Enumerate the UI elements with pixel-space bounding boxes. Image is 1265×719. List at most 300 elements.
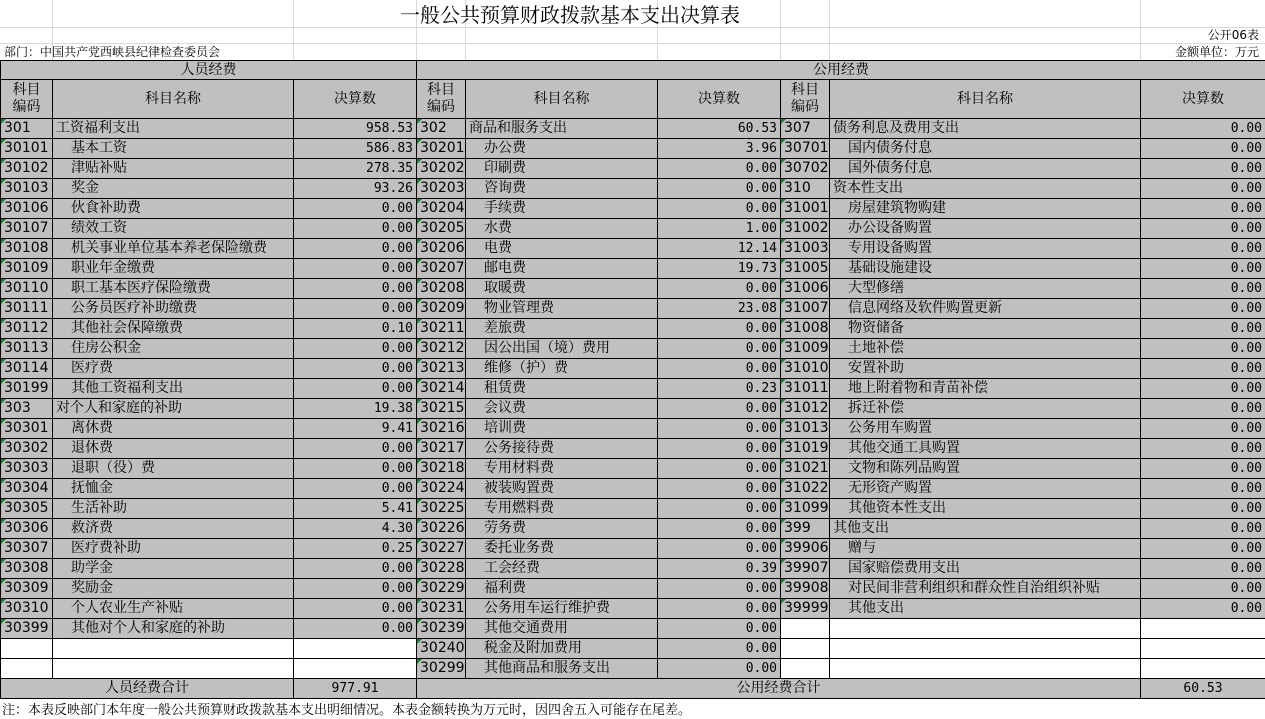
other-code-cell[interactable]: 31008	[781, 319, 830, 339]
public-name-cell[interactable]: 物业管理费	[466, 299, 658, 319]
public-name-cell[interactable]: 其他交通费用	[466, 619, 658, 639]
other-amount-cell[interactable]: 0.00	[1141, 199, 1265, 219]
other-amount-cell[interactable]: 0.00	[1141, 559, 1265, 579]
personnel-code-cell[interactable]	[1, 659, 53, 679]
other-amount-cell[interactable]: 0.00	[1141, 539, 1265, 559]
personnel-code-cell[interactable]: 30110	[1, 279, 53, 299]
other-amount-cell[interactable]: 0.00	[1141, 459, 1265, 479]
personnel-total-value[interactable]: 977.91	[294, 679, 417, 699]
public-name-cell[interactable]: 咨询费	[466, 179, 658, 199]
other-code-cell[interactable]	[781, 639, 830, 659]
public-amount-cell[interactable]: 0.00	[658, 419, 781, 439]
personnel-amount-cell[interactable]: 0.00	[294, 599, 417, 619]
public-code-cell[interactable]: 30239	[417, 619, 466, 639]
table-row	[1, 379, 1265, 399]
other-name-cell[interactable]: 文物和陈列品购置	[830, 459, 1141, 479]
table-row	[1, 479, 1265, 499]
personnel-amount-cell[interactable]: 0.00	[294, 379, 417, 399]
other-name-cell[interactable]: 房屋建筑物购建	[830, 199, 1141, 219]
personnel-name-cell[interactable]: 生活补助	[53, 499, 294, 519]
personnel-code-cell[interactable]: 30303	[1, 459, 53, 479]
code-header[interactable]	[417, 80, 466, 119]
table-row	[1, 399, 1265, 419]
other-code-cell[interactable]: 31019	[781, 439, 830, 459]
personnel-amount-cell[interactable]: 0.00	[294, 619, 417, 639]
other-code-cell[interactable]: 31099	[781, 499, 830, 519]
other-name-cell[interactable]: 专用设备购置	[830, 239, 1141, 259]
other-code-cell[interactable]: 31011	[781, 379, 830, 399]
personnel-amount-cell[interactable]: 0.10	[294, 319, 417, 339]
code-header[interactable]	[781, 80, 830, 119]
personnel-group-header[interactable]: 人员经费	[1, 61, 417, 80]
public-name-cell[interactable]: 其他商品和服务支出	[466, 659, 658, 679]
personnel-code-cell[interactable]: 30399	[1, 619, 53, 639]
public-amount-cell[interactable]: 0.00	[658, 199, 781, 219]
public-name-cell[interactable]: 商品和服务支出	[466, 119, 658, 139]
public-code-cell[interactable]: 30228	[417, 559, 466, 579]
public-code-cell[interactable]: 30206	[417, 239, 466, 259]
public-code-cell[interactable]: 302	[417, 119, 466, 139]
other-name-cell[interactable]: 国家赔偿费用支出	[830, 559, 1141, 579]
other-code-cell[interactable]: 31006	[781, 279, 830, 299]
personnel-amount-cell[interactable]: 0.00	[294, 439, 417, 459]
other-amount-cell[interactable]: 0.00	[1141, 439, 1265, 459]
other-code-cell[interactable]: 39999	[781, 599, 830, 619]
other-amount-cell[interactable]	[1141, 639, 1265, 659]
personnel-amount-cell[interactable]: 0.00	[294, 199, 417, 219]
personnel-code-cell[interactable]: 30302	[1, 439, 53, 459]
public-amount-cell[interactable]: 0.00	[658, 519, 781, 539]
personnel-amount-cell[interactable]: 0.00	[294, 259, 417, 279]
public-name-cell[interactable]: 邮电费	[466, 259, 658, 279]
personnel-amount-cell[interactable]: 0.00	[294, 459, 417, 479]
public-name-cell[interactable]: 培训费	[466, 419, 658, 439]
table-row	[1, 359, 1265, 379]
table-row	[1, 419, 1265, 439]
personnel-amount-cell[interactable]: 0.00	[294, 219, 417, 239]
other-code-cell[interactable]: 31007	[781, 299, 830, 319]
personnel-code-cell[interactable]: 301	[1, 119, 53, 139]
personnel-name-cell[interactable]: 伙食补助费	[53, 199, 294, 219]
other-name-cell[interactable]: 地上附着物和青苗补偿	[830, 379, 1141, 399]
table-code: 公开06表	[1207, 28, 1259, 42]
personnel-name-cell[interactable]: 其他对个人和家庭的补助	[53, 619, 294, 639]
public-amount-cell[interactable]: 0.00	[658, 439, 781, 459]
public-name-cell[interactable]: 租赁费	[466, 379, 658, 399]
public-code-cell[interactable]: 30205	[417, 219, 466, 239]
other-amount-cell[interactable]: 0.00	[1141, 119, 1265, 139]
public-code-cell[interactable]: 30299	[417, 659, 466, 679]
other-code-cell[interactable]: 31003	[781, 239, 830, 259]
public-name-cell[interactable]: 手续费	[466, 199, 658, 219]
table-row	[1, 199, 1265, 219]
personnel-code-cell[interactable]: 30111	[1, 299, 53, 319]
public-name-cell[interactable]: 劳务费	[466, 519, 658, 539]
personnel-name-cell[interactable]: 抚恤金	[53, 479, 294, 499]
other-amount-cell[interactable]: 0.00	[1141, 159, 1265, 179]
other-code-cell[interactable]: 39908	[781, 579, 830, 599]
other-code-cell[interactable]: 31002	[781, 219, 830, 239]
personnel-name-cell[interactable]: 助学金	[53, 559, 294, 579]
public-code-cell[interactable]: 30229	[417, 579, 466, 599]
personnel-amount-cell[interactable]	[294, 639, 417, 659]
public-name-cell[interactable]: 会议费	[466, 399, 658, 419]
other-amount-cell[interactable]: 0.00	[1141, 399, 1265, 419]
public-name-cell[interactable]: 电费	[466, 239, 658, 259]
group-header-row	[1, 61, 1265, 80]
public-name-cell[interactable]: 福利费	[466, 579, 658, 599]
other-amount-cell[interactable]: 0.00	[1141, 319, 1265, 339]
other-amount-cell[interactable]: 0.00	[1141, 579, 1265, 599]
other-code-cell[interactable]: 39906	[781, 539, 830, 559]
unit-label: 金额单位：万元	[1174, 45, 1259, 59]
personnel-amount-cell[interactable]: 586.83	[294, 139, 417, 159]
personnel-amount-cell[interactable]: 9.41	[294, 419, 417, 439]
public-name-cell[interactable]: 公务接待费	[466, 439, 658, 459]
other-code-cell[interactable]: 310	[781, 179, 830, 199]
personnel-name-cell[interactable]: 其他工资福利支出	[53, 379, 294, 399]
public-name-cell[interactable]: 取暖费	[466, 279, 658, 299]
public-name-cell[interactable]: 专用材料费	[466, 459, 658, 479]
personnel-code-cell[interactable]: 30199	[1, 379, 53, 399]
other-name-cell[interactable]: 拆迁补偿	[830, 399, 1141, 419]
public-code-cell[interactable]: 30213	[417, 359, 466, 379]
public-name-cell[interactable]: 差旅费	[466, 319, 658, 339]
personnel-code-cell[interactable]: 30109	[1, 259, 53, 279]
other-name-cell[interactable]: 土地补偿	[830, 339, 1141, 359]
personnel-code-cell[interactable]: 30101	[1, 139, 53, 159]
personnel-name-cell[interactable]: 医疗费	[53, 359, 294, 379]
other-name-cell[interactable]: 对民间非营利组织和群众性自治组织补贴	[830, 579, 1141, 599]
footnote: 注：本表反映部门本年度一般公共预算财政拨款基本支出明细情况。本表金额转换为万元时，因四舍五入可能存在尾差。	[2, 703, 692, 718]
table-row	[1, 559, 1265, 579]
other-name-cell[interactable]: 国外债务付息	[830, 159, 1141, 179]
public-amount-cell[interactable]: 0.00	[658, 639, 781, 659]
other-amount-cell[interactable]: 0.00	[1141, 599, 1265, 619]
personnel-name-cell[interactable]: 救济费	[53, 519, 294, 539]
personnel-name-cell[interactable]: 医疗费补助	[53, 539, 294, 559]
personnel-code-cell[interactable]: 30108	[1, 239, 53, 259]
personnel-amount-cell[interactable]: 4.30	[294, 519, 417, 539]
personnel-code-cell[interactable]: 30305	[1, 499, 53, 519]
other-code-cell[interactable]: 30701	[781, 139, 830, 159]
name-header[interactable]: 科目名称	[466, 80, 658, 119]
table-row	[1, 279, 1265, 299]
personnel-name-cell[interactable]: 绩效工资	[53, 219, 294, 239]
public-code-cell[interactable]: 30201	[417, 139, 466, 159]
public-code-cell[interactable]: 30216	[417, 419, 466, 439]
other-code-cell[interactable]	[781, 659, 830, 679]
other-amount-cell[interactable]: 0.00	[1141, 259, 1265, 279]
other-amount-cell[interactable]: 0.00	[1141, 379, 1265, 399]
other-name-cell[interactable]	[830, 659, 1141, 679]
public-amount-cell[interactable]: 0.00	[658, 659, 781, 679]
public-amount-cell[interactable]: 3.96	[658, 139, 781, 159]
column-header-row	[1, 80, 1265, 119]
other-code-cell[interactable]: 31022	[781, 479, 830, 499]
public-amount-cell[interactable]: 0.00	[658, 319, 781, 339]
personnel-code-cell[interactable]: 30114	[1, 359, 53, 379]
expenditure-table	[0, 60, 1265, 699]
other-name-cell[interactable]: 其他支出	[830, 599, 1141, 619]
public-amount-cell[interactable]: 0.00	[658, 579, 781, 599]
amount-header[interactable]: 决算数	[294, 80, 417, 119]
other-name-cell[interactable]: 办公设备购置	[830, 219, 1141, 239]
other-name-cell[interactable]: 其他支出	[830, 519, 1141, 539]
other-amount-cell[interactable]	[1141, 659, 1265, 679]
public-amount-cell[interactable]: 19.73	[658, 259, 781, 279]
personnel-amount-cell[interactable]: 0.00	[294, 239, 417, 259]
other-name-cell[interactable]: 赠与	[830, 539, 1141, 559]
public-code-cell[interactable]: 30211	[417, 319, 466, 339]
personnel-name-cell[interactable]: 住房公积金	[53, 339, 294, 359]
other-name-cell[interactable]: 安置补助	[830, 359, 1141, 379]
personnel-name-cell[interactable]	[53, 639, 294, 659]
other-amount-cell[interactable]: 0.00	[1141, 419, 1265, 439]
personnel-total-label[interactable]: 人员经费合计	[1, 679, 294, 699]
personnel-code-cell[interactable]: 30102	[1, 159, 53, 179]
personnel-name-cell[interactable]: 离休费	[53, 419, 294, 439]
other-code-cell[interactable]: 31001	[781, 199, 830, 219]
public-name-cell[interactable]: 办公费	[466, 139, 658, 159]
personnel-code-cell[interactable]: 303	[1, 399, 53, 419]
public-amount-cell[interactable]: 60.53	[658, 119, 781, 139]
personnel-amount-cell[interactable]: 93.26	[294, 179, 417, 199]
personnel-name-cell[interactable]: 退职（役）费	[53, 459, 294, 479]
other-code-cell[interactable]: 31012	[781, 399, 830, 419]
public-amount-cell[interactable]: 0.00	[658, 499, 781, 519]
table-row	[1, 319, 1265, 339]
public-code-cell[interactable]: 30218	[417, 459, 466, 479]
other-amount-cell[interactable]: 0.00	[1141, 139, 1265, 159]
table-row	[1, 439, 1265, 459]
personnel-code-cell[interactable]: 30310	[1, 599, 53, 619]
personnel-amount-cell[interactable]: 0.00	[294, 339, 417, 359]
other-name-cell[interactable]: 其他交通工具购置	[830, 439, 1141, 459]
name-header[interactable]: 科目名称	[830, 80, 1141, 119]
other-name-cell[interactable]: 无形资产购置	[830, 479, 1141, 499]
public-name-cell[interactable]: 工会经费	[466, 559, 658, 579]
report-title: 一般公共预算财政拨款基本支出决算表	[400, 3, 740, 27]
personnel-code-cell[interactable]: 30106	[1, 199, 53, 219]
public-total-label[interactable]: 公用经费合计	[417, 679, 1141, 699]
other-amount-cell[interactable]: 0.00	[1141, 499, 1265, 519]
other-amount-cell[interactable]: 0.00	[1141, 359, 1265, 379]
other-name-cell[interactable]: 基础设施建设	[830, 259, 1141, 279]
public-code-cell[interactable]: 30217	[417, 439, 466, 459]
table-row	[1, 239, 1265, 259]
other-code-cell[interactable]: 31009	[781, 339, 830, 359]
table-row	[1, 139, 1265, 159]
personnel-name-cell[interactable]: 职业年金缴费	[53, 259, 294, 279]
public-name-cell[interactable]: 印刷费	[466, 159, 658, 179]
other-code-cell[interactable]: 30702	[781, 159, 830, 179]
personnel-amount-cell[interactable]	[294, 659, 417, 679]
personnel-name-cell[interactable]: 对个人和家庭的补助	[53, 399, 294, 419]
public-amount-cell[interactable]: 0.00	[658, 159, 781, 179]
public-code-cell[interactable]: 30209	[417, 299, 466, 319]
other-amount-cell[interactable]: 0.00	[1141, 299, 1265, 319]
personnel-amount-cell[interactable]: 19.38	[294, 399, 417, 419]
other-name-cell[interactable]: 公务用车购置	[830, 419, 1141, 439]
personnel-amount-cell[interactable]: 5.41	[294, 499, 417, 519]
personnel-code-cell[interactable]: 30307	[1, 539, 53, 559]
public-amount-cell[interactable]: 0.23	[658, 379, 781, 399]
personnel-name-cell[interactable]: 津贴补贴	[53, 159, 294, 179]
public-amount-cell[interactable]: 12.14	[658, 239, 781, 259]
public-code-cell[interactable]: 30227	[417, 539, 466, 559]
public-name-cell[interactable]: 委托业务费	[466, 539, 658, 559]
other-name-cell[interactable]: 资本性支出	[830, 179, 1141, 199]
other-code-cell[interactable]: 39907	[781, 559, 830, 579]
other-name-cell[interactable]: 债务利息及费用支出	[830, 119, 1141, 139]
personnel-name-cell[interactable]: 个人农业生产补贴	[53, 599, 294, 619]
other-amount-cell[interactable]: 0.00	[1141, 239, 1265, 259]
other-name-cell[interactable]	[830, 639, 1141, 659]
other-code-cell[interactable]: 399	[781, 519, 830, 539]
personnel-amount-cell[interactable]: 0.00	[294, 299, 417, 319]
public-code-cell[interactable]: 30215	[417, 399, 466, 419]
public-name-cell[interactable]: 因公出国（境）费用	[466, 339, 658, 359]
public-amount-cell[interactable]: 0.00	[658, 339, 781, 359]
other-name-cell[interactable]	[830, 619, 1141, 639]
personnel-amount-cell[interactable]: 0.25	[294, 539, 417, 559]
table-row	[1, 619, 1265, 639]
code-header-text: 科目 编码	[791, 82, 819, 115]
personnel-amount-cell[interactable]: 0.00	[294, 359, 417, 379]
other-amount-cell[interactable]	[1141, 619, 1265, 639]
other-name-cell[interactable]: 物资储备	[830, 319, 1141, 339]
other-name-cell[interactable]: 其他资本性支出	[830, 499, 1141, 519]
public-amount-cell[interactable]: 1.00	[658, 219, 781, 239]
amount-header[interactable]: 决算数	[1141, 80, 1265, 119]
other-code-cell[interactable]: 31005	[781, 259, 830, 279]
other-amount-cell[interactable]: 0.00	[1141, 179, 1265, 199]
public-name-cell[interactable]: 维修（护）费	[466, 359, 658, 379]
public-code-cell[interactable]: 30204	[417, 199, 466, 219]
public-code-cell[interactable]: 30202	[417, 159, 466, 179]
totals-row	[1, 679, 1265, 699]
public-code-cell[interactable]: 30224	[417, 479, 466, 499]
table-row	[1, 119, 1265, 139]
public-name-cell[interactable]: 公务用车运行维护费	[466, 599, 658, 619]
other-amount-cell[interactable]: 0.00	[1141, 279, 1265, 299]
personnel-code-cell[interactable]: 30304	[1, 479, 53, 499]
public-code-cell[interactable]: 30240	[417, 639, 466, 659]
public-code-cell[interactable]: 30231	[417, 599, 466, 619]
other-code-cell[interactable]: 307	[781, 119, 830, 139]
public-total-value[interactable]: 60.53	[1141, 679, 1265, 699]
name-header[interactable]: 科目名称	[53, 80, 294, 119]
personnel-name-cell[interactable]: 退休费	[53, 439, 294, 459]
table-row	[1, 219, 1265, 239]
personnel-name-cell[interactable]: 职工基本医疗保险缴费	[53, 279, 294, 299]
other-amount-cell[interactable]: 0.00	[1141, 219, 1265, 239]
table-row	[1, 659, 1265, 679]
public-amount-cell[interactable]: 0.00	[658, 399, 781, 419]
other-code-cell[interactable]: 31010	[781, 359, 830, 379]
other-name-cell[interactable]: 信息网络及软件购置更新	[830, 299, 1141, 319]
table-row	[1, 299, 1265, 319]
public-amount-cell[interactable]: 0.00	[658, 179, 781, 199]
other-name-cell[interactable]: 国内债务付息	[830, 139, 1141, 159]
other-amount-cell[interactable]: 0.00	[1141, 479, 1265, 499]
personnel-code-cell[interactable]: 30103	[1, 179, 53, 199]
public-code-cell[interactable]: 30203	[417, 179, 466, 199]
public-amount-cell[interactable]: 0.00	[658, 359, 781, 379]
personnel-name-cell[interactable]: 奖励金	[53, 579, 294, 599]
personnel-amount-cell[interactable]: 278.35	[294, 159, 417, 179]
other-code-cell[interactable]: 31021	[781, 459, 830, 479]
other-code-cell[interactable]	[781, 619, 830, 639]
amount-header[interactable]: 决算数	[658, 80, 781, 119]
personnel-name-cell[interactable]: 其他社会保障缴费	[53, 319, 294, 339]
other-code-cell[interactable]: 31013	[781, 419, 830, 439]
public-code-cell[interactable]: 30214	[417, 379, 466, 399]
personnel-name-cell[interactable]: 机关事业单位基本养老保险缴费	[53, 239, 294, 259]
personnel-code-cell[interactable]: 30301	[1, 419, 53, 439]
public-amount-cell[interactable]: 0.00	[658, 619, 781, 639]
personnel-code-cell[interactable]: 30309	[1, 579, 53, 599]
table-row	[1, 539, 1265, 559]
personnel-amount-cell[interactable]: 958.53	[294, 119, 417, 139]
public-name-cell[interactable]: 专用燃料费	[466, 499, 658, 519]
table-row	[1, 179, 1265, 199]
table-row	[1, 459, 1265, 479]
table-row	[1, 339, 1265, 359]
public-name-cell[interactable]: 被装购置费	[466, 479, 658, 499]
personnel-code-cell[interactable]: 30308	[1, 559, 53, 579]
other-amount-cell[interactable]: 0.00	[1141, 339, 1265, 359]
personnel-name-cell[interactable]	[53, 659, 294, 679]
public-group-header[interactable]: 公用经费	[417, 61, 1265, 80]
personnel-name-cell[interactable]: 公务员医疗补助缴费	[53, 299, 294, 319]
public-code-cell[interactable]: 30207	[417, 259, 466, 279]
table-row	[1, 519, 1265, 539]
personnel-code-cell[interactable]	[1, 639, 53, 659]
personnel-amount-cell[interactable]: 0.00	[294, 559, 417, 579]
public-name-cell[interactable]: 税金及附加费用	[466, 639, 658, 659]
table-row	[1, 599, 1265, 619]
personnel-name-cell[interactable]: 基本工资	[53, 139, 294, 159]
other-amount-cell[interactable]: 0.00	[1141, 519, 1265, 539]
other-name-cell[interactable]: 大型修缮	[830, 279, 1141, 299]
personnel-code-cell[interactable]: 30112	[1, 319, 53, 339]
table-row	[1, 259, 1265, 279]
public-name-cell[interactable]: 水费	[466, 219, 658, 239]
public-amount-cell[interactable]: 0.00	[658, 479, 781, 499]
public-amount-cell[interactable]: 23.08	[658, 299, 781, 319]
public-code-cell[interactable]: 30225	[417, 499, 466, 519]
public-amount-cell[interactable]: 0.00	[658, 459, 781, 479]
personnel-amount-cell[interactable]: 0.00	[294, 279, 417, 299]
public-code-cell[interactable]: 30212	[417, 339, 466, 359]
personnel-amount-cell[interactable]: 0.00	[294, 479, 417, 499]
code-header[interactable]	[1, 80, 53, 119]
public-amount-cell[interactable]: 0.39	[658, 559, 781, 579]
personnel-name-cell[interactable]: 工资福利支出	[53, 119, 294, 139]
public-amount-cell[interactable]: 0.00	[658, 599, 781, 619]
personnel-code-cell[interactable]: 30306	[1, 519, 53, 539]
personnel-amount-cell[interactable]: 0.00	[294, 579, 417, 599]
public-amount-cell[interactable]: 0.00	[658, 279, 781, 299]
personnel-code-cell[interactable]: 30113	[1, 339, 53, 359]
personnel-code-cell[interactable]: 30107	[1, 219, 53, 239]
personnel-name-cell[interactable]: 奖金	[53, 179, 294, 199]
public-code-cell[interactable]: 30226	[417, 519, 466, 539]
public-code-cell[interactable]: 30208	[417, 279, 466, 299]
public-amount-cell[interactable]: 0.00	[658, 539, 781, 559]
